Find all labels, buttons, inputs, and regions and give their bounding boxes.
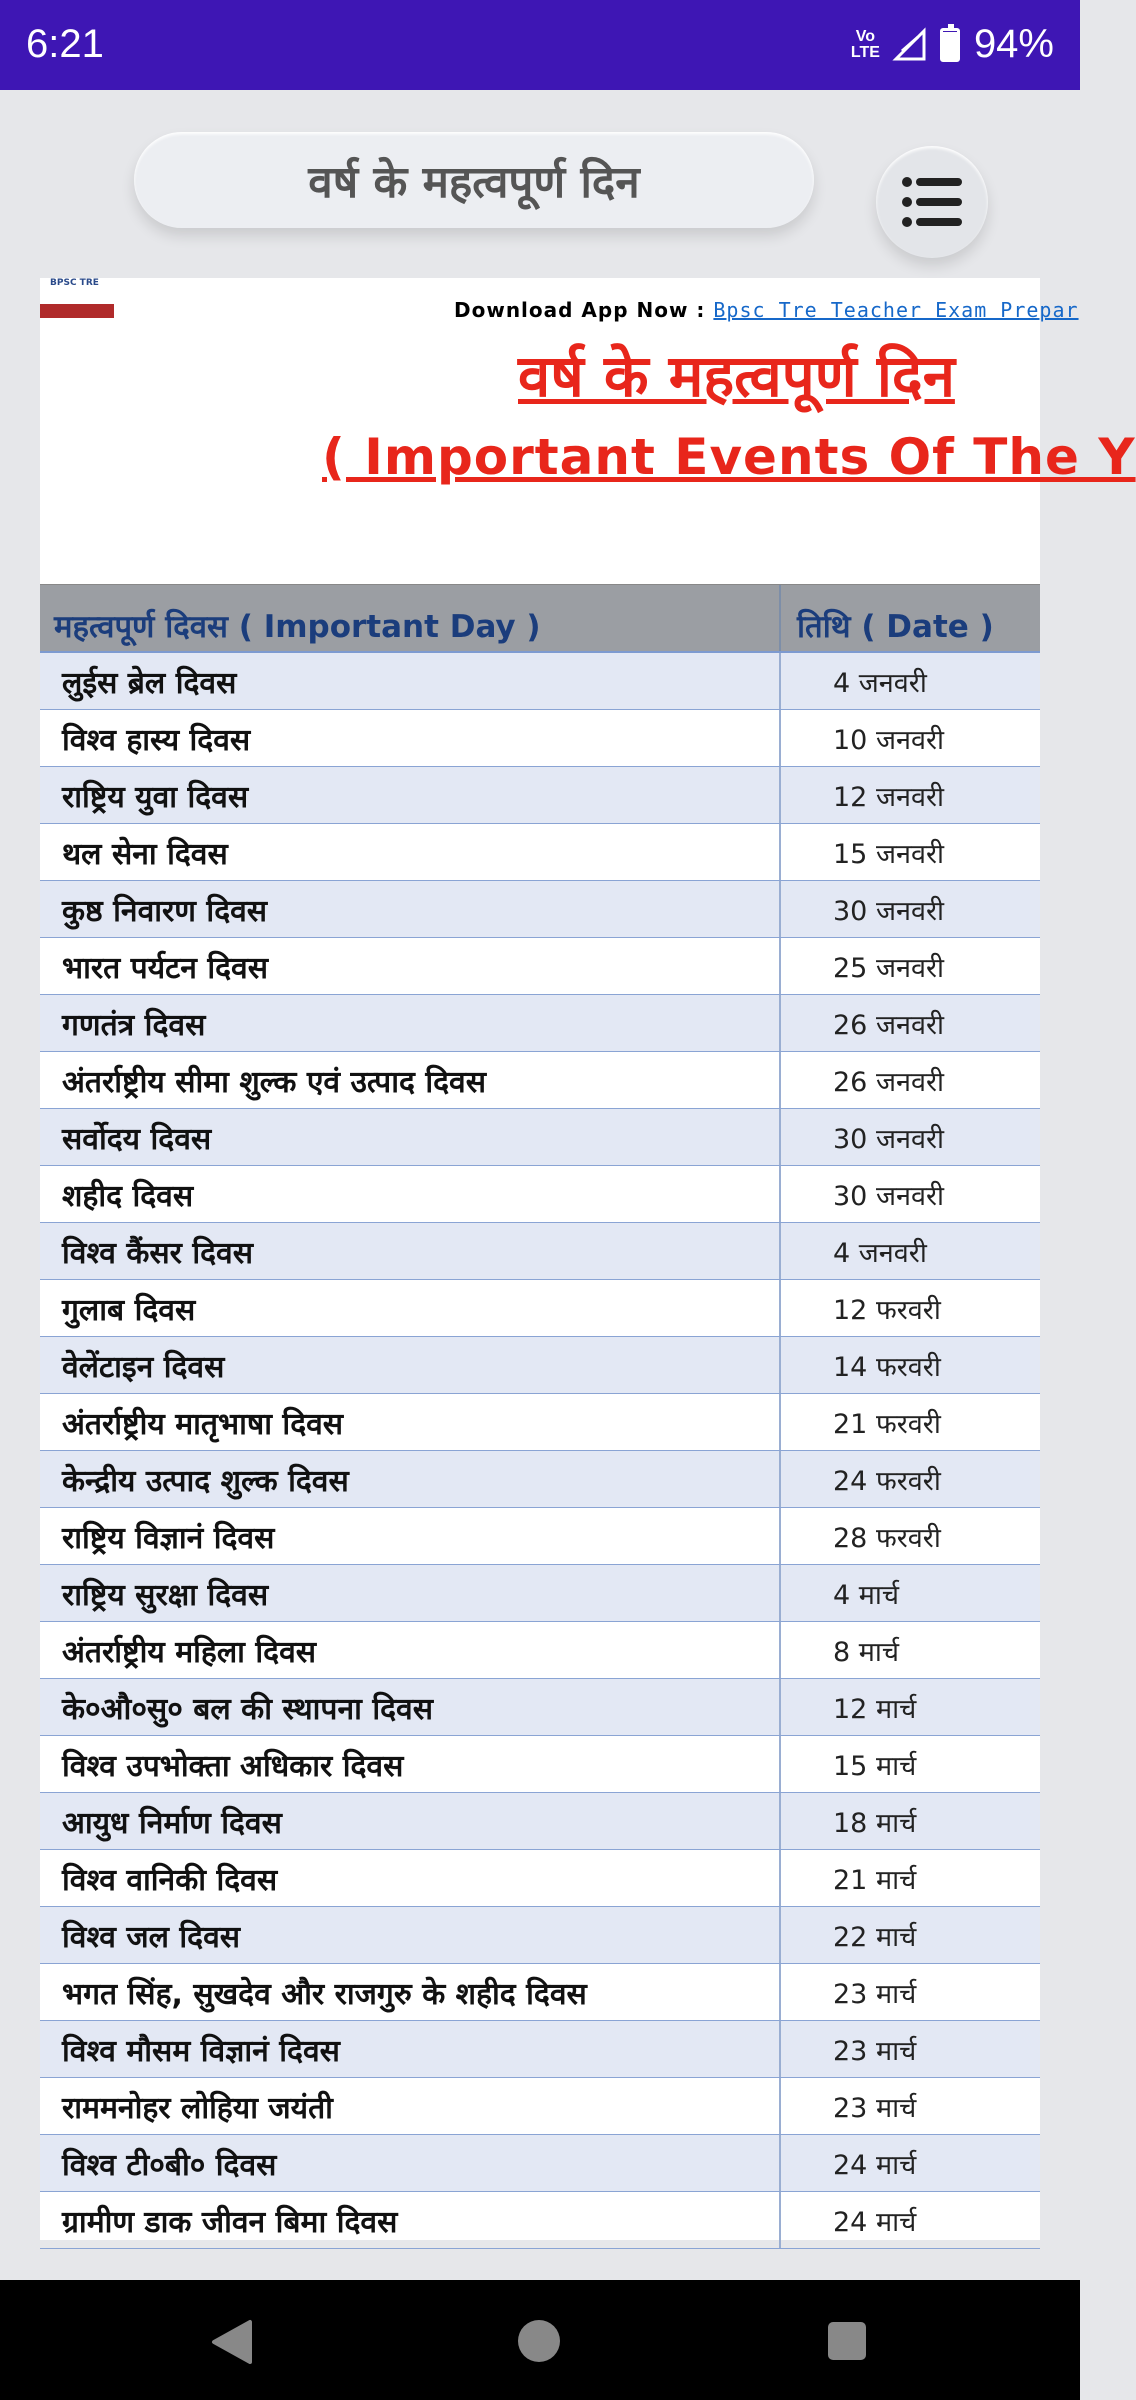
back-button[interactable] [210, 2320, 254, 2364]
download-link[interactable]: Bpsc Tre Teacher Exam Prepar [713, 298, 1079, 322]
day-name-cell: के०औ०सु० बल की स्थापना दिवस [40, 1679, 781, 1735]
table-row [40, 1337, 1040, 1394]
table-row [40, 1508, 1040, 1565]
battery-percent: 94% [973, 22, 1054, 66]
hamburger-menu-icon [902, 174, 962, 230]
date-cell: 4 जनवरी [833, 667, 927, 699]
day-name-cell: थल सेना दिवस [40, 824, 781, 880]
day-name-cell: विश्व कैंसर दिवस [40, 1223, 781, 1279]
volte-icon: Vo LTE [850, 27, 880, 61]
table-row [40, 1907, 1040, 1964]
table-row [40, 1679, 1040, 1736]
date-cell: 25 जनवरी [833, 952, 945, 984]
date-cell: 23 मार्च [833, 1978, 917, 2010]
table-row [40, 2192, 1040, 2249]
table-row [40, 2021, 1040, 2078]
table-row [40, 995, 1040, 1052]
signal-icon [894, 29, 926, 61]
app-bar [0, 90, 1080, 270]
table-row [40, 2078, 1040, 2135]
day-name-cell: केन्द्रीय उत्पाद शुल्क दिवस [40, 1451, 781, 1507]
date-cell: 22 मार्च [833, 1921, 917, 1953]
day-name-cell: अंतर्राष्ट्रीय सीमा शुल्क एवं उत्पाद दिवस [40, 1052, 781, 1108]
document-heading-hindi: वर्ष के महत्वपूर्ण दिन [518, 342, 955, 410]
day-name-cell: राममनोहर लोहिया जयंती [40, 2078, 781, 2134]
day-name-cell: राष्ट्रिय सुरक्षा दिवस [40, 1565, 781, 1621]
table-body [40, 653, 1040, 2249]
date-cell: 10 जनवरी [833, 724, 945, 756]
day-name-cell: ग्रामीण डाक जीवन बिमा दिवस [40, 2192, 781, 2248]
date-cell: 8 मार्च [833, 1636, 900, 1668]
date-cell: 26 जनवरी [833, 1066, 945, 1098]
day-name-cell: विश्व जल दिवस [40, 1907, 781, 1963]
day-name-cell: राष्ट्रिय युवा दिवस [40, 767, 781, 823]
date-cell: 23 मार्च [833, 2035, 917, 2067]
table-row [40, 767, 1040, 824]
table-row [40, 1223, 1040, 1280]
day-name-cell: राष्ट्रिय विज्ञानं दिवस [40, 1508, 781, 1564]
date-cell: 12 मार्च [833, 1693, 917, 1725]
date-cell: 30 जनवरी [833, 1123, 945, 1155]
date-cell: 4 जनवरी [833, 1237, 927, 1269]
date-cell: 21 मार्च [833, 1864, 917, 1896]
table-row [40, 1451, 1040, 1508]
day-name-cell: भगत सिंह, सुखदेव और राजगुरु के शहीद दिवस [40, 1964, 781, 2020]
table-row [40, 1394, 1040, 1451]
header-date: तिथि ( Date ) [797, 609, 994, 645]
day-name-cell: विश्व मौसम विज्ञानं दिवस [40, 2021, 781, 2077]
important-days-table [40, 584, 1040, 2249]
day-name-cell: कुष्ठ निवारण दिवस [40, 881, 781, 937]
date-cell: 23 मार्च [833, 2092, 917, 2124]
table-row [40, 1736, 1040, 1793]
document-heading-english: ( Important Events Of The Y [322, 428, 1136, 486]
date-cell: 4 मार्च [833, 1579, 900, 1611]
date-cell: 24 फरवरी [833, 1465, 941, 1497]
logo: BPSC TRE [40, 278, 114, 318]
date-cell: 15 मार्च [833, 1750, 917, 1782]
header-important-day: महत्वपूर्ण दिवस ( Important Day ) [40, 585, 781, 651]
table-row [40, 1280, 1040, 1337]
navigation-bar [0, 2280, 1080, 2400]
day-name-cell: आयुध निर्माण दिवस [40, 1793, 781, 1849]
table-row [40, 1565, 1040, 1622]
table-row [40, 824, 1040, 881]
date-cell: 12 जनवरी [833, 781, 945, 813]
table-row [40, 1850, 1040, 1907]
date-cell: 21 फरवरी [833, 1408, 941, 1440]
status-icons [851, 22, 1054, 67]
date-cell: 12 फरवरी [833, 1294, 941, 1326]
table-header [40, 584, 1040, 653]
day-name-cell: गणतंत्र दिवस [40, 995, 781, 1051]
page-title: वर्ष के महत्वपूर्ण दिन [134, 132, 814, 228]
date-cell: 30 जनवरी [833, 895, 945, 927]
day-name-cell: सर्वोदय दिवस [40, 1109, 781, 1165]
status-bar [0, 0, 1080, 90]
day-name-cell: गुलाब दिवस [40, 1280, 781, 1336]
table-row [40, 2135, 1040, 2192]
date-cell: 18 मार्च [833, 1807, 917, 1839]
day-name-cell: अंतर्राष्ट्रीय मातृभाषा दिवस [40, 1394, 781, 1450]
menu-button[interactable] [876, 146, 988, 258]
document-view[interactable] [40, 278, 1136, 2240]
day-name-cell: विश्व वानिकी दिवस [40, 1850, 781, 1906]
table-row [40, 1109, 1040, 1166]
home-button[interactable] [518, 2320, 560, 2362]
date-cell: 28 फरवरी [833, 1522, 941, 1554]
battery-icon [940, 28, 960, 62]
table-row [40, 1166, 1040, 1223]
date-cell: 24 मार्च [833, 2149, 917, 2181]
table-row [40, 653, 1040, 710]
table-row [40, 1793, 1040, 1850]
date-cell: 15 जनवरी [833, 838, 945, 870]
table-row [40, 1622, 1040, 1679]
day-name-cell: लुईस ब्रेल दिवस [40, 653, 781, 709]
day-name-cell: विश्व उपभोक्ता अधिकार दिवस [40, 1736, 781, 1792]
day-name-cell: विश्व टी०बी० दिवस [40, 2135, 781, 2191]
day-name-cell: विश्व हास्य दिवस [40, 710, 781, 766]
day-name-cell: भारत पर्यटन दिवस [40, 938, 781, 994]
table-row [40, 1964, 1040, 2021]
table-row [40, 938, 1040, 995]
date-cell: 30 जनवरी [833, 1180, 945, 1212]
day-name-cell: वेलेंटाइन दिवस [40, 1337, 781, 1393]
date-cell: 24 मार्च [833, 2206, 917, 2238]
table-row [40, 710, 1040, 767]
date-cell: 26 जनवरी [833, 1009, 945, 1041]
recents-button[interactable] [828, 2322, 866, 2360]
table-row [40, 1052, 1040, 1109]
day-name-cell: शहीद दिवस [40, 1166, 781, 1222]
date-cell: 14 फरवरी [833, 1351, 941, 1383]
download-label: Download App Now : [454, 298, 706, 322]
day-name-cell: अंतर्राष्ट्रीय महिला दिवस [40, 1622, 781, 1678]
download-line [454, 298, 1079, 322]
table-row [40, 881, 1040, 938]
status-time: 6:21 [26, 22, 104, 66]
